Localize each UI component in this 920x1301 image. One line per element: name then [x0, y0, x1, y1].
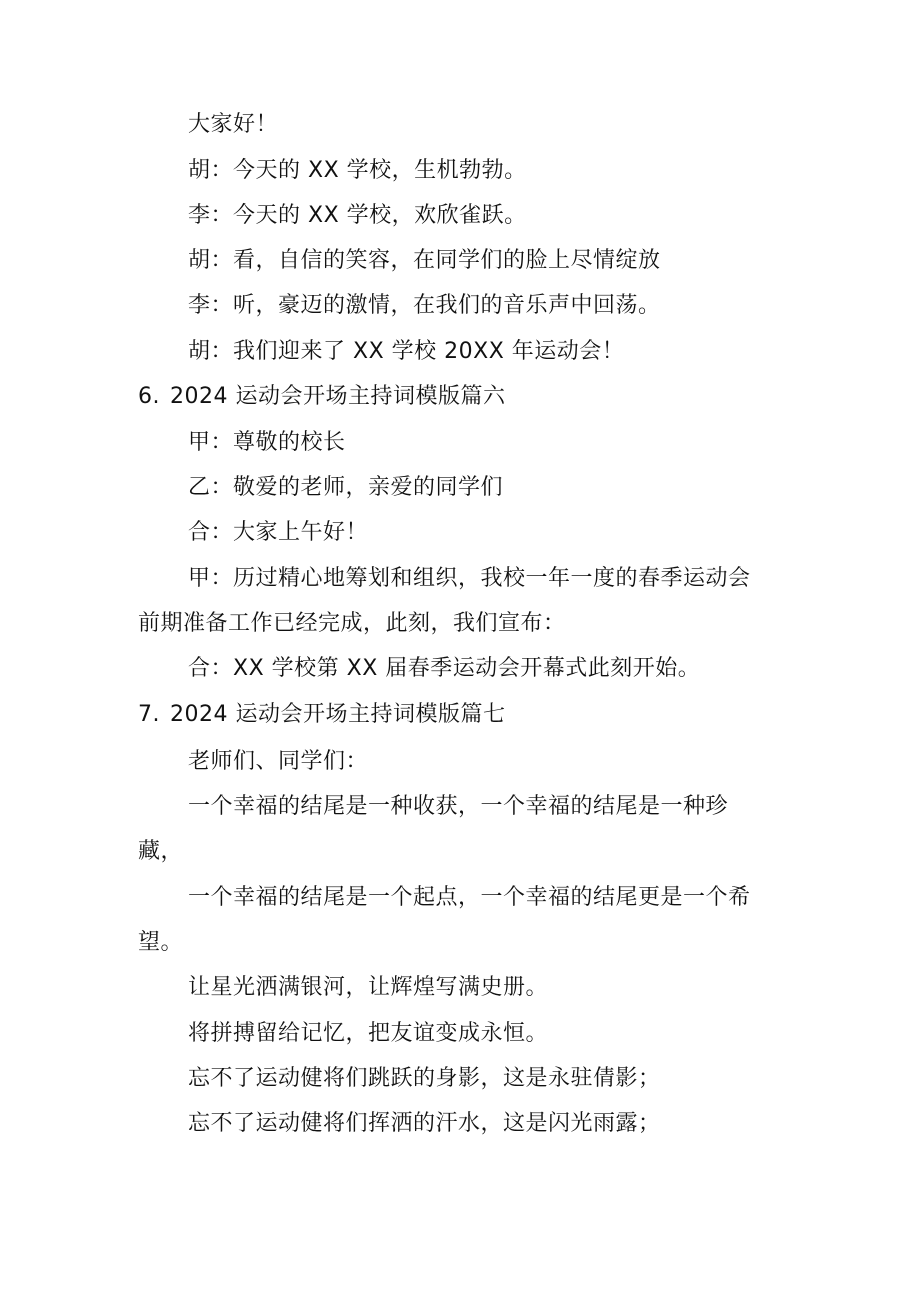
paragraph-continuation: 望。: [138, 930, 184, 955]
paragraph: 忘不了运动健将们跳跃的身影，这是永驻倩影；: [188, 1066, 661, 1091]
paragraph: 让星光洒满银河，让辉煌写满史册。: [188, 975, 549, 1000]
paragraph: 将拼搏留给记忆，把友谊变成永恒。: [188, 1021, 549, 1046]
section-number: 6.: [138, 384, 160, 409]
paragraph: 大家好！: [188, 112, 279, 137]
section-number: 7.: [138, 702, 160, 727]
paragraph: 胡：看，自信的笑容，在同学们的脸上尽情绽放: [188, 248, 661, 273]
section-heading-7: [138, 700, 505, 730]
paragraph: 李：今天的 XX 学校，欢欣雀跃。: [188, 203, 527, 228]
paragraph: 合：XX 学校第 XX 届春季运动会开幕式此刻开始。: [188, 656, 701, 681]
paragraph: 胡：我们迎来了 XX 学校 20XX 年运动会！: [188, 339, 625, 364]
paragraph-continuation: 前期准备工作已经完成，此刻，我们宣布：: [138, 611, 566, 636]
paragraph: 李：听，豪迈的激情，在我们的音乐声中回荡。: [188, 293, 661, 318]
paragraph: 一个幸福的结尾是一个起点，一个幸福的结尾更是一个希: [188, 885, 751, 910]
section-title: 2024 运动会开场主持词模版篇六: [170, 384, 506, 409]
paragraph: 合：大家上午好！: [188, 520, 369, 545]
section-heading-6: [138, 382, 505, 412]
paragraph: 忘不了运动健将们挥洒的汗水，这是闪光雨露；: [188, 1111, 661, 1136]
paragraph: 胡：今天的 XX 学校，生机勃勃。: [188, 158, 527, 183]
paragraph: 甲：历过精心地筹划和组织，我校一年一度的春季运动会: [188, 566, 751, 591]
paragraph-continuation: 藏，: [138, 839, 184, 864]
paragraph: 老师们、同学们：: [188, 749, 369, 774]
section-title: 2024 运动会开场主持词模版篇七: [170, 702, 506, 727]
paragraph: 甲：尊敬的校长: [188, 430, 346, 455]
paragraph: 一个幸福的结尾是一种收获，一个幸福的结尾是一种珍: [188, 794, 729, 819]
paragraph: 乙：敬爱的老师，亲爱的同学们: [188, 475, 504, 500]
